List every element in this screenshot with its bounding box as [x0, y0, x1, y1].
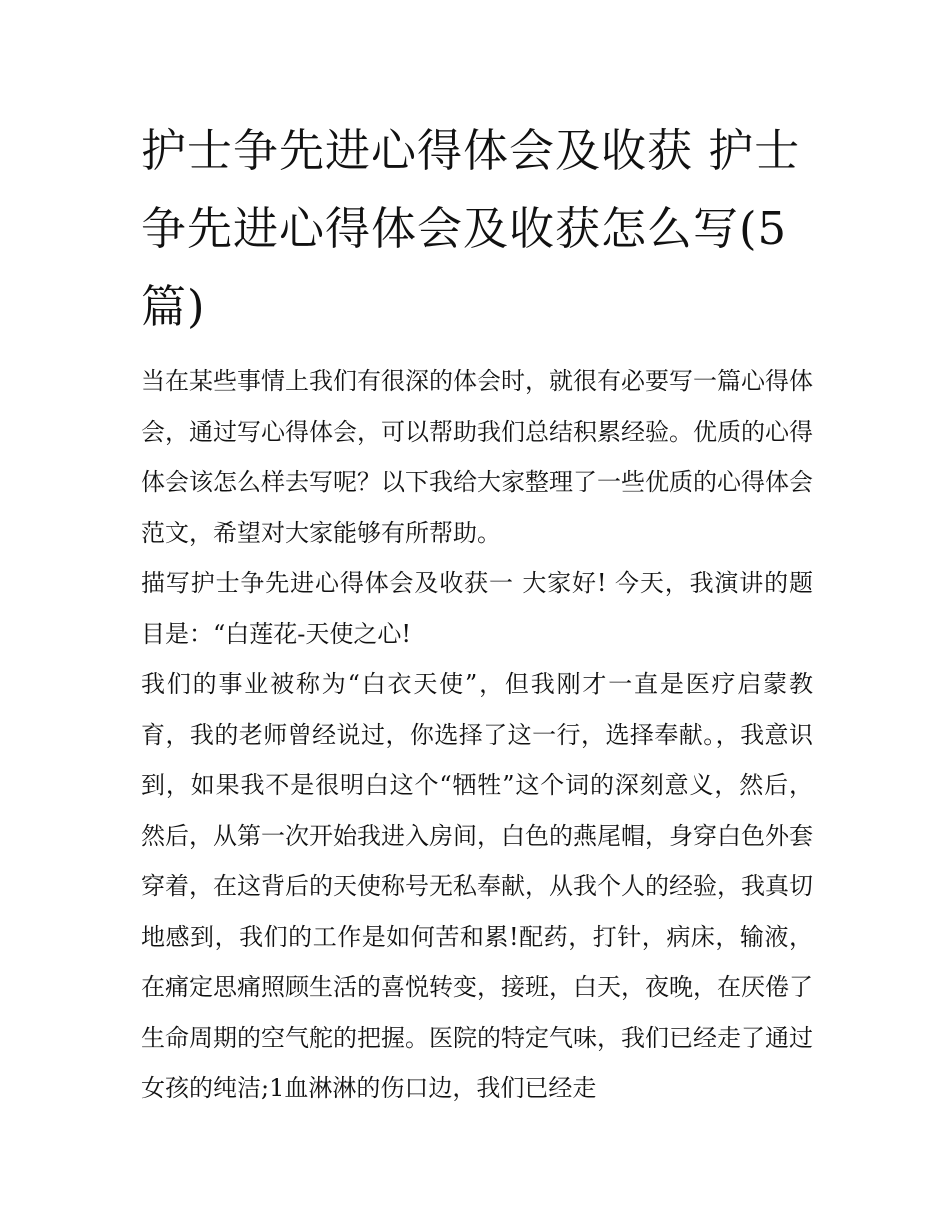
speech-body-paragraph: 我们的事业被称为“白衣天使”，但我刚才一直是医疗启蒙教育，我的老师曾经说过，你选择了这一行，选择奉献。，我意识到，如果我不是很明白这个“牺牲”这个词的深刻意义，然后，然后，从第一次开始我进入房间，白色的燕尾帽，身穿白色外套穿着，在这背后的天使称号无私奉献，从我个人的经验，我真切地感到，我们的工作是如何苦和累!配药，打针，病床，输液，在痛定思痛照顾生活的喜悦转变，接班，白天，夜晚，在厌倦了生命周期的空气舵的把握。医院的特定气味，我们已经走了通过女孩的纯洁;1血淋淋的伤口边，我们已经走	[141, 670, 813, 1102]
document-body	[141, 112, 813, 1114]
section-one-opening-paragraph: 描写护士争先进心得体会及收获一 大家好! 今天，我演讲的题目是：“白莲花-天使之心!	[141, 569, 813, 648]
document-title: 护士争先进心得体会及收获 护士争先进心得体会及收获怎么写(5篇)	[141, 124, 801, 333]
intro-paragraph: 当在某些事情上我们有很深的体会时，就很有必要写一篇心得体会，通过写心得体会，可以帮助我们总结积累经验。优质的心得体会该怎么样去写呢？以下我给大家整理了一些优质的心得体会范文，希望对大家能够有所帮助。	[141, 367, 813, 547]
